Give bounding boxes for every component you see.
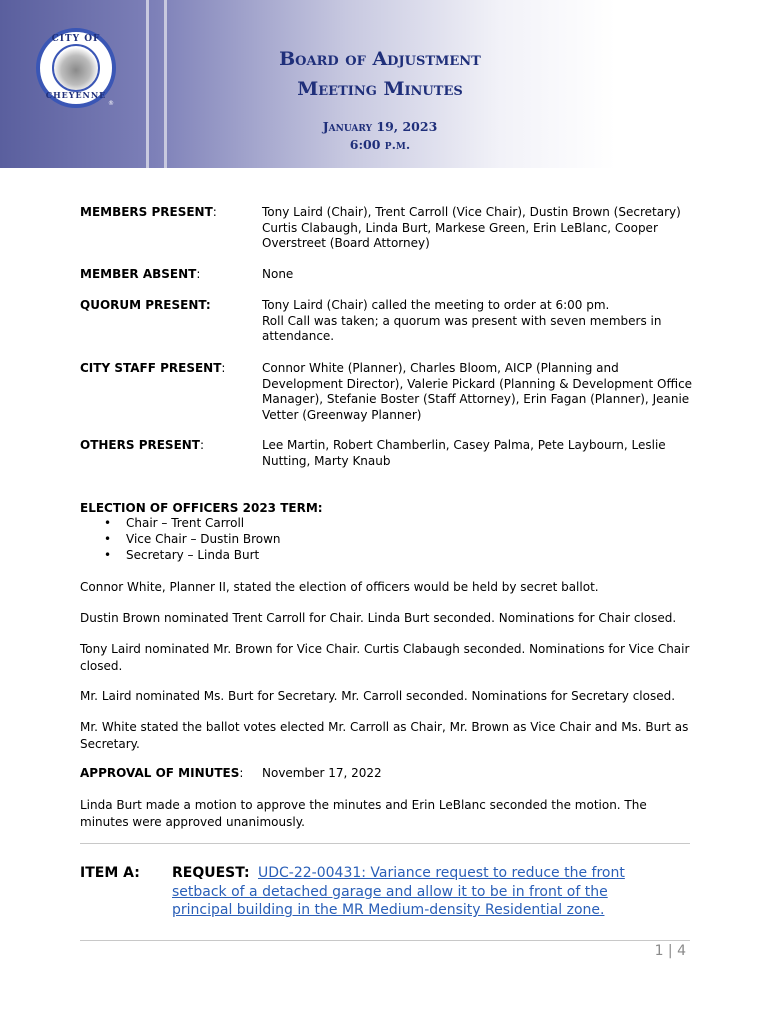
member-absent-label: MEMBER ABSENT [80, 267, 197, 281]
footer-divider [80, 940, 690, 941]
request-link[interactable]: UDC-22-00431: Variance request to reduce the front setback of a detached garage and allow it to be in front of the principal building in the MR Medium-density Residential zone. [172, 865, 625, 918]
others-present-colon: : [200, 438, 205, 452]
approval-paragraph: Linda Burt made a motion to approve the minutes and Erin LeBlanc seconded the motion. The minutes were approved unanimously. [80, 798, 647, 829]
title-line-2: Meeting Minutes [297, 78, 463, 100]
election-paragraph-2: Dustin Brown nominated Trent Carroll for Chair. Linda Burt seconded. Nominations for Chair closed. [80, 611, 677, 625]
list-item: • Vice Chair – Dustin Brown [80, 531, 281, 547]
others-present-value: Lee Martin, Robert Chamberlin, Casey Palma, Pete Laybourn, Leslie Nutting, Marty Knaub [262, 438, 666, 468]
title-line-1: Board of Adjustment [279, 48, 481, 70]
approval-label: APPROVAL OF MINUTES [80, 766, 240, 780]
seal-bison-icon [52, 44, 100, 92]
document-title [170, 44, 590, 104]
election-paragraph-1: Connor White, Planner II, stated the election of officers would be held by secret ballot. [80, 580, 599, 594]
meeting-date: January 19, 2023 [322, 119, 438, 134]
list-item: • Chair – Trent Carroll [80, 515, 281, 531]
election-paragraph-5: Mr. White stated the ballot votes elected Mr. Carroll as Chair, Mr. Brown as Vice Chair and Ms. Burt as Secretary. [80, 720, 689, 751]
election-title: ELECTION OF OFFICERS 2023 TERM: [80, 501, 323, 515]
election-paragraph-3: Tony Laird nominated Mr. Brown for Vice Chair. Curtis Clabaugh seconded. Nominations for Vice Chair closed. [80, 642, 690, 673]
meeting-time: 6:00 p.m. [349, 137, 411, 152]
city-seal [36, 28, 116, 108]
members-present-label: MEMBERS PRESENT [80, 205, 213, 219]
approval-value: November 17, 2022 [262, 766, 382, 780]
meeting-datetime [230, 118, 530, 154]
officer-list [80, 515, 281, 563]
list-item: • Secretary – Linda Burt [80, 547, 281, 563]
city-staff-present-value: Connor White (Planner), Charles Bloom, AICP (Planning and Development Director), Valerie Pickard (Planning & Development Office Manager), Stefanie Boster (Staff Attorney), Erin Fagan (Planner), Jeanie Vetter (Greenway Planner) [262, 361, 693, 422]
city-staff-present-colon: : [221, 361, 226, 375]
seal-registered-mark: ® [108, 100, 114, 107]
members-present-value: Tony Laird (Chair), Trent Carroll (Vice Chair), Dustin Brown (Secretary) Curtis Clabaugh, Linda Burt, Markese Green, Erin LeBlanc, Cooper Overstreet (Board Attorney) [262, 205, 681, 250]
item-label: ITEM A: [80, 865, 140, 881]
election-paragraph-4: Mr. Laird nominated Ms. Burt for Secretary. Mr. Carroll seconded. Nominations for Secretary closed. [80, 689, 676, 703]
approval-colon: : [239, 766, 244, 780]
members-present-colon: : [212, 205, 217, 219]
section-divider [80, 843, 690, 844]
header-divider-right [164, 0, 167, 168]
city-staff-present-label: CITY STAFF PRESENT [80, 361, 222, 375]
seal-text-top: CITY OF [51, 34, 101, 44]
quorum-present-value: Tony Laird (Chair) called the meeting to order at 6:00 pm. Roll Call was taken; a quorum was present with seven members in attendance. [262, 298, 662, 343]
header-divider-left [146, 0, 149, 168]
others-present-label: OTHERS PRESENT [80, 438, 200, 452]
member-absent-colon: : [196, 267, 201, 281]
request-label: REQUEST: [172, 865, 250, 881]
seal-text-bottom: CHEYENNE [45, 90, 107, 100]
quorum-present-label: QUORUM PRESENT: [80, 298, 211, 312]
member-absent-value: None [262, 267, 294, 281]
page-number: 1 | 4 [654, 943, 686, 959]
